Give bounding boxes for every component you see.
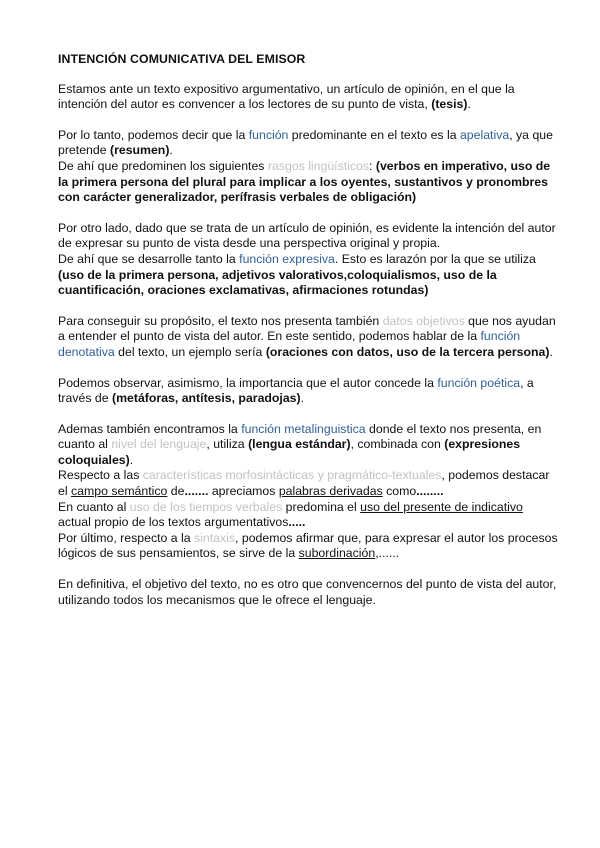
text-span: . bbox=[467, 97, 471, 112]
text-span: predomina el bbox=[282, 499, 361, 514]
text-span: . Esto es larazón por la que se utiliza bbox=[334, 251, 536, 266]
faded-term: datos objetivos bbox=[382, 313, 465, 328]
text-span: Por lo tanto, podemos decir que la bbox=[58, 127, 249, 142]
bold-text: (expresiones coloquiales) bbox=[58, 437, 521, 467]
document-page bbox=[58, 52, 558, 608]
highlight-term: función metalinguistica bbox=[241, 421, 366, 436]
bold-text: ....... bbox=[184, 484, 209, 499]
paragraph-thesis bbox=[58, 82, 558, 113]
paragraph-morphosyntax bbox=[58, 468, 558, 499]
bold-text: ..... bbox=[288, 515, 306, 530]
text-span: En definitiva, el objetivo del texto, no es otro que convencernos del punto de vista del autor, utilizando todos los mecanismos que le ofrece el lenguaje. bbox=[58, 577, 557, 607]
text-span: actual propio de los textos argumentativos bbox=[58, 515, 289, 530]
text-span: , ya que pretende bbox=[58, 127, 553, 158]
paragraph-function-denotative bbox=[58, 314, 558, 361]
bold-text: (uso de la primera persona, adjetivos valorativos,coloquialismos, uso de la cuantificación, oraciones exclamativas, afirmaciones rotundas) bbox=[58, 267, 497, 298]
text-span: que nos ayudan a entender el punto de vista del autor. En este sentido, podemos hablar de la bbox=[58, 313, 556, 344]
text-span: de bbox=[167, 484, 185, 499]
faded-term: características morfosintácticas y pragmático-textuales bbox=[142, 468, 442, 483]
underlined-term: campo semántico bbox=[71, 484, 168, 499]
text-span: . bbox=[300, 391, 305, 406]
paragraph-function-appellative bbox=[58, 128, 558, 159]
text-span: Por último, respecto a la bbox=[58, 530, 195, 545]
paragraph-syntax bbox=[58, 531, 558, 562]
text-span: De ahí que se desarrolle tanto la bbox=[58, 251, 240, 266]
highlight-term: función expresiva bbox=[239, 251, 335, 266]
bold-text: (metáforas, antítesis, paradojas) bbox=[112, 391, 301, 406]
faded-term: nivel del lenguaje bbox=[111, 437, 207, 452]
highlight-term: función bbox=[248, 127, 289, 142]
text-span: , utiliza bbox=[206, 437, 249, 452]
text-span: . bbox=[169, 143, 173, 158]
underlined-term: subordinación bbox=[298, 546, 376, 561]
text-span: del texto, un ejemplo sería bbox=[114, 344, 266, 359]
text-span: Para conseguir su propósito, el texto nos presenta también bbox=[58, 313, 383, 328]
text-span: Por otro lado, dado que se trata de un artículo de opinión, es evidente la intención del autor de expresar su punto de vista desde una perspectiva original y propia. bbox=[58, 220, 556, 251]
bold-text: (lengua estándar) bbox=[248, 437, 351, 452]
text-span: , podemos afirmar que, para expresar el autor los procesos lógicos de sus pensamientos, se sirve de la bbox=[58, 530, 558, 561]
paragraph-function-expressive bbox=[58, 252, 558, 299]
underlined-term: uso del presente de indicativo bbox=[360, 499, 523, 514]
paragraph-linguistic-features bbox=[58, 159, 558, 206]
highlight-term: función poética bbox=[437, 375, 521, 390]
paragraph-opinion bbox=[58, 221, 558, 252]
paragraph-function-metalinguistic bbox=[58, 422, 558, 469]
text-span: donde el texto nos presenta, en cuanto al bbox=[58, 421, 542, 452]
bold-text: (oraciones con datos, uso de la tercera persona) bbox=[265, 344, 550, 359]
text-span: : bbox=[369, 158, 376, 173]
text-span: predominante en el texto es la bbox=[288, 127, 460, 142]
text-span: De ahí que predominen los siguientes bbox=[58, 158, 268, 173]
paragraph-function-poetic bbox=[58, 376, 558, 407]
text-span: Ademas también encontramos la bbox=[58, 421, 242, 436]
underlined-term: palabras derivadas bbox=[278, 484, 383, 499]
bold-text: ........ bbox=[416, 484, 444, 499]
bold-text: (verbos en imperativo, uso de la primera persona del plural para implicar a los oyentes, sustantivos y pronombres con carácter generalizador, perífrasis verbales de obligación) bbox=[58, 158, 551, 205]
text-span: Podemos observar, asimismo, la importancia que el autor concede la bbox=[58, 375, 438, 390]
text-span: . bbox=[129, 452, 134, 467]
text-span: Estamos ante un texto expositivo argumentativo, un artículo de opinión, en el que la intención del autor es convencer a los lectores de su punto de vista, bbox=[58, 81, 515, 112]
highlight-term: apelativa bbox=[459, 127, 510, 142]
text-span: . bbox=[549, 344, 553, 359]
text-span: , a través de bbox=[58, 375, 534, 406]
text-span: En cuanto al bbox=[58, 499, 130, 514]
paragraph-conclusion bbox=[58, 577, 558, 608]
bold-text: (tesis) bbox=[431, 97, 468, 112]
paragraph-verb-tenses bbox=[58, 500, 558, 531]
bold-text: (resumen) bbox=[109, 143, 170, 158]
text-span: , podemos destacar el bbox=[58, 468, 550, 499]
text-span: ,...... bbox=[375, 546, 400, 561]
text-span: Respecto a las bbox=[58, 468, 143, 483]
highlight-term: función denotativa bbox=[58, 329, 521, 359]
text-span: , combinada con bbox=[350, 437, 445, 452]
faded-term: sintaxis bbox=[194, 530, 236, 545]
text-span: apreciamos bbox=[208, 484, 279, 499]
document-title: INTENCIÓN COMUNICATIVA DEL EMISOR bbox=[58, 52, 306, 66]
text-span: como bbox=[382, 484, 417, 499]
faded-term: rasgos lingüísticos bbox=[267, 158, 370, 173]
faded-term: uso de los tiempos verbales bbox=[129, 499, 283, 514]
